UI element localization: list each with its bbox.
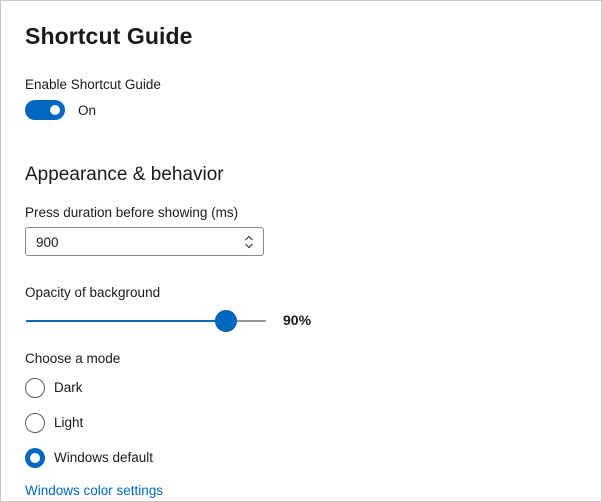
press-duration-value: 900 xyxy=(36,235,59,250)
radio-circle xyxy=(25,413,45,433)
appearance-section-title: Appearance & behavior xyxy=(25,164,224,185)
radio-circle xyxy=(25,448,45,468)
press-duration-input[interactable] xyxy=(25,227,264,256)
toggle-knob xyxy=(50,105,60,115)
toggle-state-label: On xyxy=(78,103,97,118)
windows-color-settings-link[interactable]: Windows color settings xyxy=(25,483,164,498)
opacity-slider[interactable] xyxy=(26,320,266,322)
radio-circle xyxy=(25,378,45,398)
spinner-chevrons-icon[interactable] xyxy=(243,233,255,251)
opacity-value: 90% xyxy=(283,312,312,328)
enable-shortcut-guide-toggle[interactable] xyxy=(25,100,65,120)
mode-radio-label: Dark xyxy=(54,380,83,395)
mode-radio-label: Windows default xyxy=(54,450,154,465)
page-title: Shortcut Guide xyxy=(25,23,193,49)
mode-radio-label: Light xyxy=(54,415,84,430)
enable-shortcut-guide-label: Enable Shortcut Guide xyxy=(25,77,161,92)
opacity-label: Opacity of background xyxy=(25,285,161,300)
opacity-slider-thumb[interactable] xyxy=(215,310,237,332)
choose-mode-label: Choose a mode xyxy=(25,351,121,366)
press-duration-label: Press duration before showing (ms) xyxy=(25,205,239,220)
opacity-slider-fill xyxy=(26,320,226,322)
